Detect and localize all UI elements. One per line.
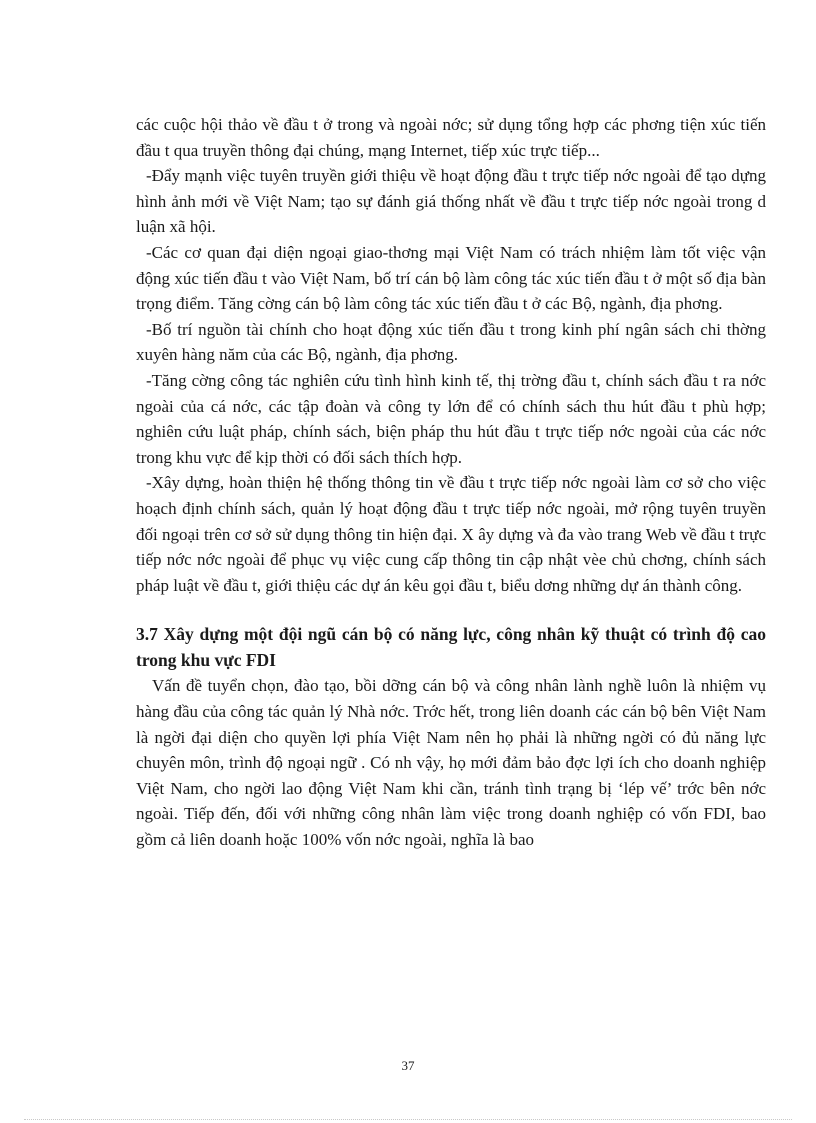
page-number: 37	[401, 1058, 415, 1073]
paragraph-5: -Tăng cờng công tác nghiên cứu tình hình kinh tế, thị trờng đầu t, chính sách đầu t ra nớc ngoài của cá nớc, các tập đoàn và công ty lớn để có chính sách thu hút đầu t phù hợp; nghiên cứu luật pháp, chính sách, biện pháp thu hút đầu t trực tiếp nớc ngoài của các nớc trong khu vực để kịp thời có đối sách thích hợp.	[136, 370, 766, 467]
paragraph-7: Vấn đề tuyển chọn, đào tạo, bồi dỡng cán bộ và công nhân lành nghề luôn là nhiệm vụ hàng đầu của công tác quản lý Nhà nớc. Trớc hết, trong liên doanh các cán bộ bên Việt Nam là ngời đại diện cho quyền lợi phía Việt Nam nên họ phải là những ngời có đủ năng lực chuyên môn, trình độ ngoại ngữ . Có nh vậy, họ mới đảm bảo đợc lợi ích cho doanh nghiệp Việt Nam, cho ngời lao động Việt Nam khi cần, tránh tình trạng bị ‘lép vế’ trớc bên nớc ngoài. Tiếp đến, đối với những công nhân làm việc trong doanh nghiệp có vốn FDI, bao gồm cả liên doanh hoặc 100% vốn nớc ngoài, nghĩa là bao	[136, 676, 766, 850]
paragraph-3: -Các cơ quan đại diện ngoại giao-thơng mại Việt Nam có trách nhiệm làm tốt việc vận động xúc tiến đầu t vào Việt Nam, bố trí cán bộ làm công tác xúc tiến đầu t ở một số địa bàn trọng điểm. Tăng cờng cán bộ làm công tác xúc tiến đầu t ở các Bộ, ngành, địa phơng.	[136, 242, 766, 314]
paragraph-4: -Bố trí nguồn tài chính cho hoạt động xúc tiến đầu t trong kinh phí ngân sách chi thờng xuyên hàng năm của các Bộ, ngành, địa phơng.	[136, 319, 766, 365]
page-bottom-divider	[24, 1119, 792, 1120]
paragraph-2: -Đẩy mạnh việc tuyên truyền giới thiệu về hoạt động đầu t trực tiếp nớc ngoài để tạo dựng hình ảnh mới về Việt Nam; tạo sự đánh giá thống nhất về đầu t trực tiếp nớc ngoài trong d luận xã hội.	[136, 166, 766, 237]
paragraph-6: -Xây dựng, hoàn thiện hệ thống thông tin về đầu t trực tiếp nớc ngoài làm cơ sở cho việc hoạch định chính sách, quản lý hoạt động đầu t trực tiếp nớc ngoài, mở rộng tuyên truyền đối ngoại trên cơ sở sử dụng thông tin hiện đại. X ây dựng và đa vào trang Web về đầu t trực tiếp nớc nớc ngoài để phục vụ việc cung cấp thông tin cập nhật vèe chủ chơng, chính sách pháp luật về đầu t, giới thiệu các dự án kêu gọi đầu t, biểu dơng những dự án thành công.	[136, 473, 766, 595]
section-heading: 3.7 Xây dựng một đội ngũ cán bộ có năng lực, công nhân kỹ thuật có trình độ cao trong khu vực FDI	[136, 624, 766, 670]
paragraph-1: các cuộc hội thảo về đầu t ở trong và ngoài nớc; sử dụng tổng hợp các phơng tiện xúc tiến đầu t qua truyền thông đại chúng, mạng Internet, tiếp xúc trực tiếp...	[136, 115, 766, 160]
page-body	[136, 112, 766, 853]
